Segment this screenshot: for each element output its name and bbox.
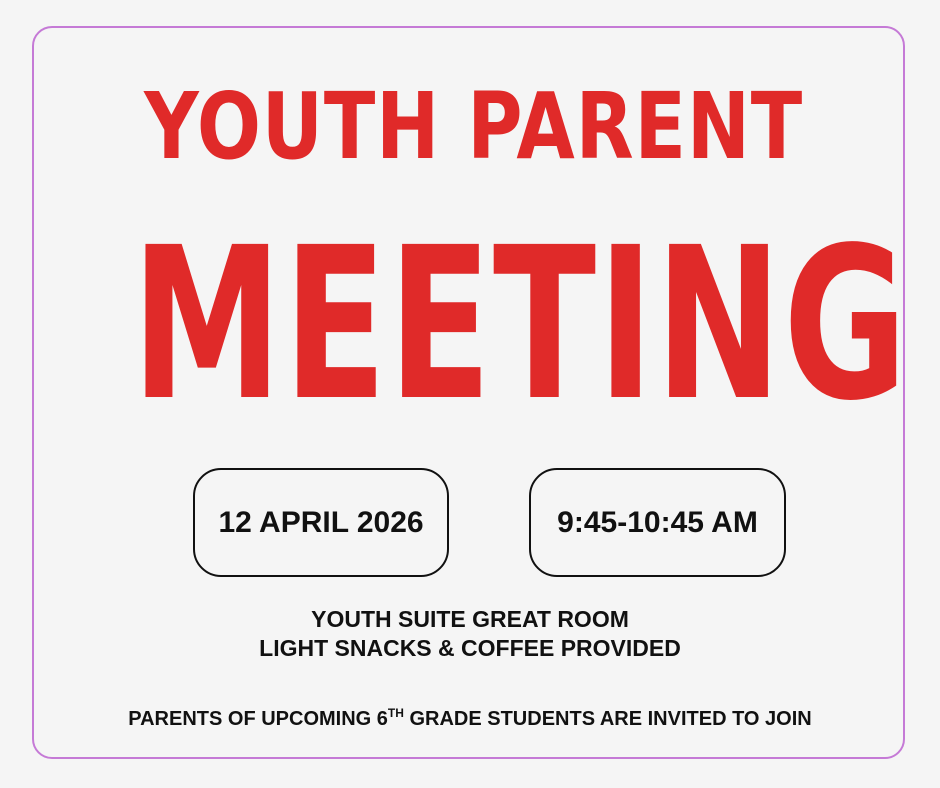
title-youth-parent: YOUTH PARENT (144, 73, 804, 180)
date-pill (193, 468, 449, 577)
time-pill (529, 468, 786, 577)
refreshments-text: LIGHT SNACKS & COFFEE PROVIDED (259, 635, 681, 661)
time-text: 9:45-10:45 AM (557, 505, 758, 539)
location-text: YOUTH SUITE GREAT ROOM (311, 606, 629, 632)
invitation-text (0, 708, 940, 731)
title-meeting: MEETING (131, 202, 909, 447)
invitation-superscript: TH (387, 706, 404, 720)
invitation-prefix: PARENTS OF UPCOMING 6 (128, 708, 388, 730)
invitation-suffix: GRADE STUDENTS ARE INVITED TO JOIN (403, 708, 812, 730)
date-text: 12 APRIL 2026 (218, 505, 424, 539)
